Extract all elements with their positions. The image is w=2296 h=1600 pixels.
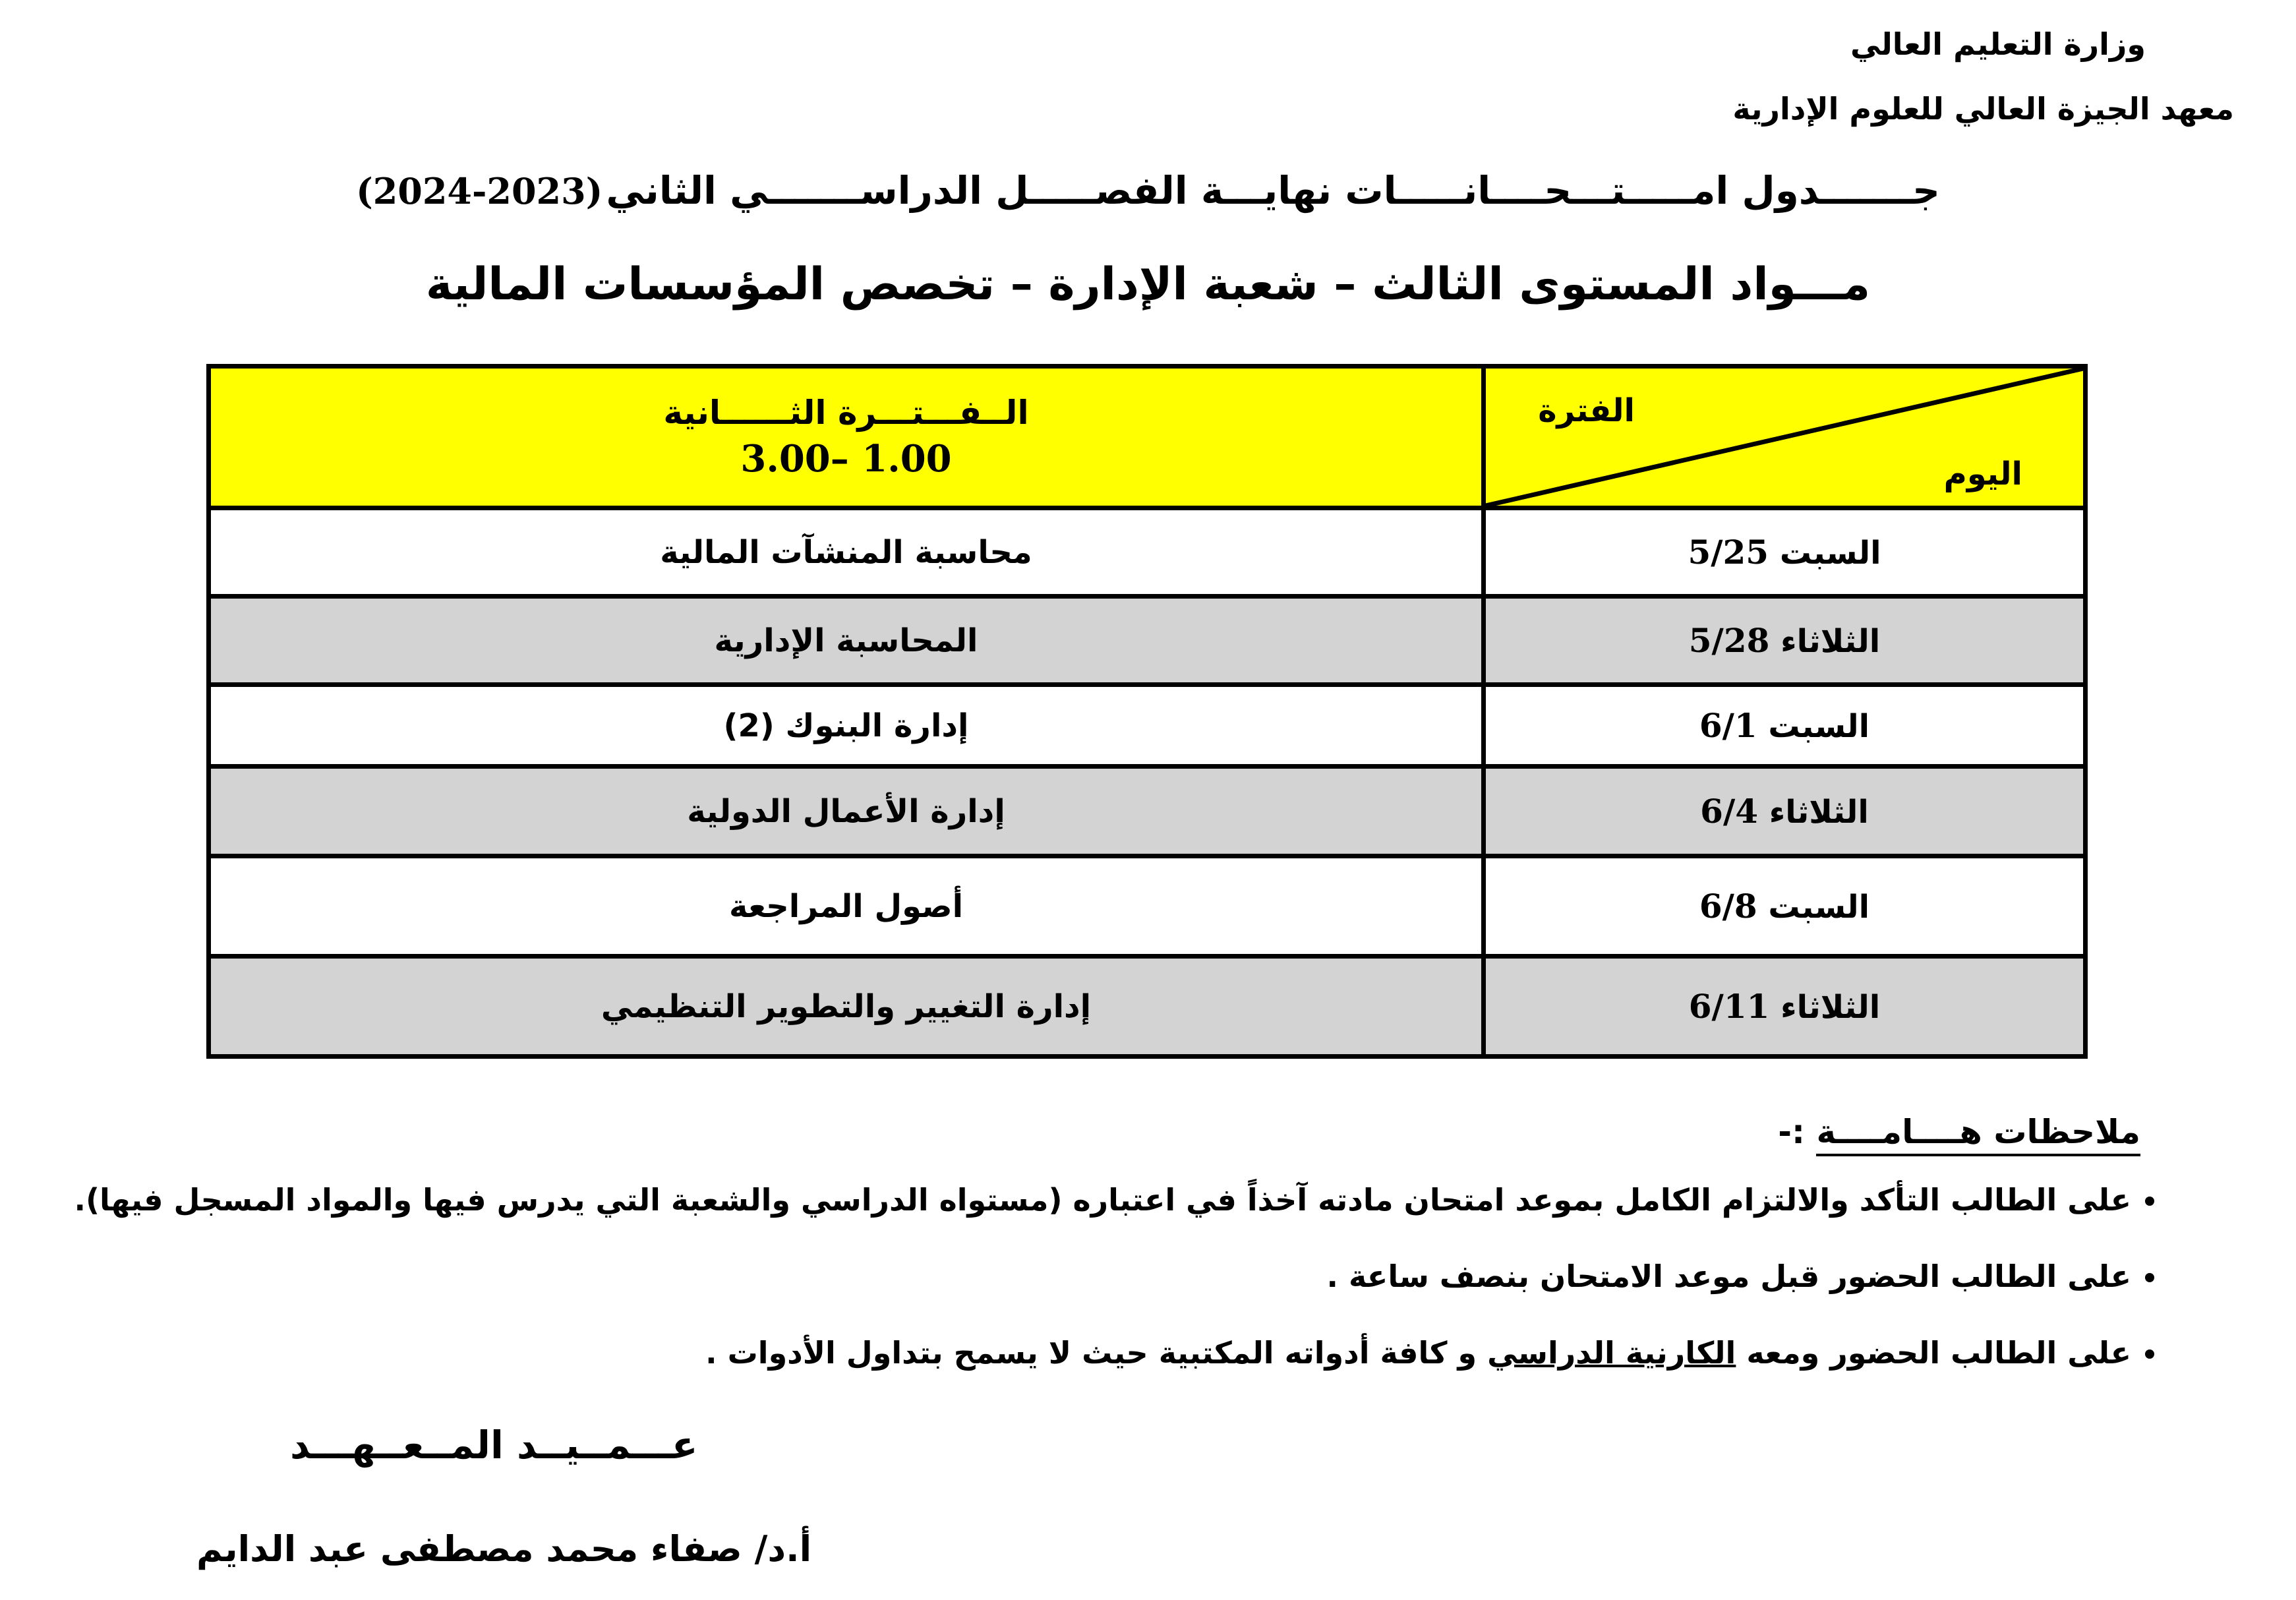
day-cell xyxy=(1484,508,2086,597)
dean-name: أ.د/ صفاء محمد مصطفى عبد الدايم xyxy=(196,1528,812,1570)
corner-day-label: اليوم xyxy=(1943,456,2022,492)
notes-title-suffix: :- xyxy=(1778,1113,1806,1151)
note-text: على الطالب الحضور ومعه xyxy=(1736,1335,2131,1371)
note-item xyxy=(0,1333,2131,1409)
exam-date: 6/8 xyxy=(1699,887,1757,926)
day-cell xyxy=(1484,685,2086,767)
notes-heading xyxy=(1778,1113,2140,1151)
table-row xyxy=(209,856,2086,957)
note-item: • على الطالب الحضور قبل موعد الامتحان بنصف ساعة . xyxy=(0,1257,2131,1333)
level-department-subtitle: مـــواد المستوى الثالث – شعبة الإدارة – تخصص المؤسسات المالية xyxy=(425,258,1871,311)
corner-period-label: الفترة xyxy=(1538,392,1635,429)
table-row xyxy=(209,957,2086,1057)
day-name: الثلاثاء xyxy=(1781,623,1881,660)
table-row xyxy=(209,508,2086,597)
dean-title: عـــمــيــد المــعــهـــد xyxy=(290,1423,698,1467)
day-cell xyxy=(1484,597,2086,685)
day-name: الثلاثاء xyxy=(1769,794,1869,831)
title-text: جـــــــدول امـــــتـــحــــانـــــات نهايـــة الفصـــــل الدراســـــــي الثاني xyxy=(606,168,1940,213)
institute-name: معهد الجيزة العالي للعلوم الإدارية xyxy=(1732,91,2234,127)
table-row xyxy=(209,767,2086,856)
subject-cell: المحاسبة الإدارية xyxy=(209,597,1484,685)
ministry-name: وزارة التعليم العالي xyxy=(1850,26,2146,62)
exam-schedule-table xyxy=(206,364,2088,1059)
day-name: السبت xyxy=(1779,535,1881,572)
day-cell xyxy=(1484,957,2086,1057)
shift-header-cell xyxy=(209,367,1484,508)
shift-time: 1.00 –3.00 xyxy=(740,437,952,481)
day-cell xyxy=(1484,856,2086,957)
subject-cell: أصول المراجعة xyxy=(209,856,1484,957)
day-name: الثلاثاء xyxy=(1781,989,1881,1026)
subject-cell: إدارة التغيير والتطوير التنظيمي xyxy=(209,957,1484,1057)
exam-schedule-title xyxy=(0,168,2296,213)
table-row xyxy=(209,685,2086,767)
table-header-row xyxy=(209,367,2086,508)
note-text: و كافة أدواته المكتبية حيث لا يسمح بتداول الأدوات . xyxy=(705,1335,1488,1371)
exam-date: 6/4 xyxy=(1700,792,1758,831)
subject-cell: إدارة البنوك (2) xyxy=(209,685,1484,767)
exam-date: 5/25 xyxy=(1688,533,1769,572)
corner-header-cell xyxy=(1484,367,2086,508)
academic-year: (2023-2024) xyxy=(356,170,603,212)
day-cell xyxy=(1484,767,2086,856)
note-item: • على الطالب التأكد والالتزام الكامل بموعد امتحان مادته آخذاً في اعتباره (مستواه الدراسي والشعبة التي يدرس فيها والمواد المسجل فيها). xyxy=(0,1180,2131,1257)
notes-title: ملاحظات هــــامــــة xyxy=(1816,1113,2140,1156)
exam-date: 5/28 xyxy=(1688,621,1770,660)
exam-date: 6/11 xyxy=(1688,987,1770,1026)
subject-cell: محاسبة المنشآت المالية xyxy=(209,508,1484,597)
shift-name: الــفـــتـــرة الثــــــانية xyxy=(663,394,1029,432)
notes-list xyxy=(0,1180,2177,1409)
day-name: السبت xyxy=(1768,889,1870,926)
subject-cell: إدارة الأعمال الدولية xyxy=(209,767,1484,856)
exam-date: 6/1 xyxy=(1699,706,1757,745)
note-underlined-text: الكارنية الدراسي xyxy=(1487,1335,1736,1371)
day-name: السبت xyxy=(1768,708,1870,745)
table-row xyxy=(209,597,2086,685)
